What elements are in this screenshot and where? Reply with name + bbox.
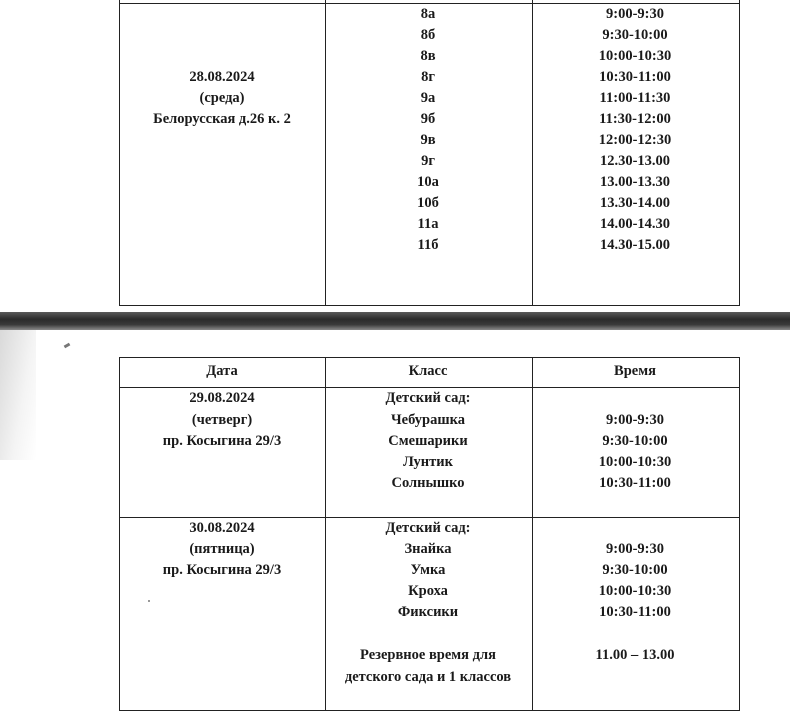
page-separator bbox=[0, 312, 790, 330]
address-cell: пр. Косыгина 29/3 bbox=[162, 562, 282, 578]
class-cell: Фиксики bbox=[397, 604, 459, 620]
reserve-label-line1: Резервное время для bbox=[360, 647, 496, 663]
class-cell: 9б bbox=[420, 111, 436, 127]
time-cell: 13.30-14.00 bbox=[599, 195, 671, 211]
time-cell: 11:30-12:00 bbox=[599, 111, 671, 127]
class-cell: 11б bbox=[417, 237, 439, 253]
time-cell: 10:30-11:00 bbox=[599, 604, 671, 620]
address-cell: пр. Косыгина 29/3 bbox=[162, 433, 282, 449]
reserve-label-line2: детского сада и 1 классов bbox=[344, 669, 512, 685]
time-cell: 9:30-10:00 bbox=[602, 433, 668, 449]
date-cell: 29.08.2024 bbox=[189, 390, 255, 406]
scan-mark bbox=[64, 343, 71, 349]
time-cell: 9:30-10:00 bbox=[602, 27, 668, 43]
class-cell: Солнышко bbox=[391, 475, 465, 491]
class-cell: 11а bbox=[417, 216, 439, 232]
class-cell: 8а bbox=[420, 6, 436, 22]
class-cell: Лунтик bbox=[403, 454, 453, 470]
class-cell: 8г bbox=[421, 69, 435, 85]
class-cell: Смешарики bbox=[388, 433, 468, 449]
date-cell: 28.08.2024 bbox=[189, 69, 255, 85]
upper-page bbox=[0, 0, 790, 312]
header-time: Время bbox=[614, 363, 656, 379]
group-label: Детский сад: bbox=[385, 520, 471, 536]
time-cell: 12:00-12:30 bbox=[598, 132, 672, 148]
class-cell: 10а bbox=[417, 174, 439, 190]
class-cell: 10б bbox=[417, 195, 439, 211]
class-cell: Умка bbox=[410, 562, 446, 578]
time-cell: 14.30-15.00 bbox=[599, 237, 671, 253]
date-cell: 30.08.2024 bbox=[189, 520, 255, 536]
class-cell: Кроха bbox=[408, 583, 448, 599]
group-label: Детский сад: bbox=[385, 390, 471, 406]
time-cell: 9:00-9:30 bbox=[606, 541, 664, 557]
time-cell: 14.00-14.30 bbox=[599, 216, 671, 232]
class-cell: 8б bbox=[420, 27, 436, 43]
time-cell: 11:00-11:30 bbox=[599, 90, 671, 106]
class-cell: Знайка bbox=[404, 541, 452, 557]
reserve-time: 11.00 – 13.00 bbox=[595, 647, 675, 663]
schedule-table-upper bbox=[119, 0, 740, 306]
time-cell: 9:00-9:30 bbox=[606, 412, 664, 428]
weekday-cell: (среда) bbox=[199, 90, 245, 106]
class-cell: 9г bbox=[421, 153, 435, 169]
schedule-table-lower bbox=[119, 357, 740, 711]
time-cell: 9:00-9:30 bbox=[606, 6, 664, 22]
header-class: Класс bbox=[408, 363, 448, 379]
class-cell: Чебурашка bbox=[391, 412, 465, 428]
class-cell: 8в bbox=[420, 48, 436, 64]
time-cell: 10:00-10:30 bbox=[598, 583, 672, 599]
scan-shadow bbox=[0, 330, 36, 460]
weekday-cell: (четверг) bbox=[191, 412, 253, 428]
time-cell: 10:30-11:00 bbox=[599, 69, 671, 85]
header-date: Дата bbox=[206, 363, 238, 379]
time-cell: 10:00-10:30 bbox=[598, 48, 672, 64]
class-cell: 9в bbox=[420, 132, 436, 148]
weekday-cell: (пятница) bbox=[189, 541, 255, 557]
time-cell: 10:30-11:00 bbox=[599, 475, 671, 491]
time-cell: 10:00-10:30 bbox=[598, 454, 672, 470]
class-cell: 9а bbox=[420, 90, 436, 106]
time-cell: 13.00-13.30 bbox=[599, 174, 671, 190]
lower-page bbox=[0, 330, 790, 705]
time-cell: 12.30-13.00 bbox=[599, 153, 671, 169]
time-cell: 9:30-10:00 bbox=[602, 562, 668, 578]
address-cell: Белорусская д.26 к. 2 bbox=[153, 111, 291, 127]
